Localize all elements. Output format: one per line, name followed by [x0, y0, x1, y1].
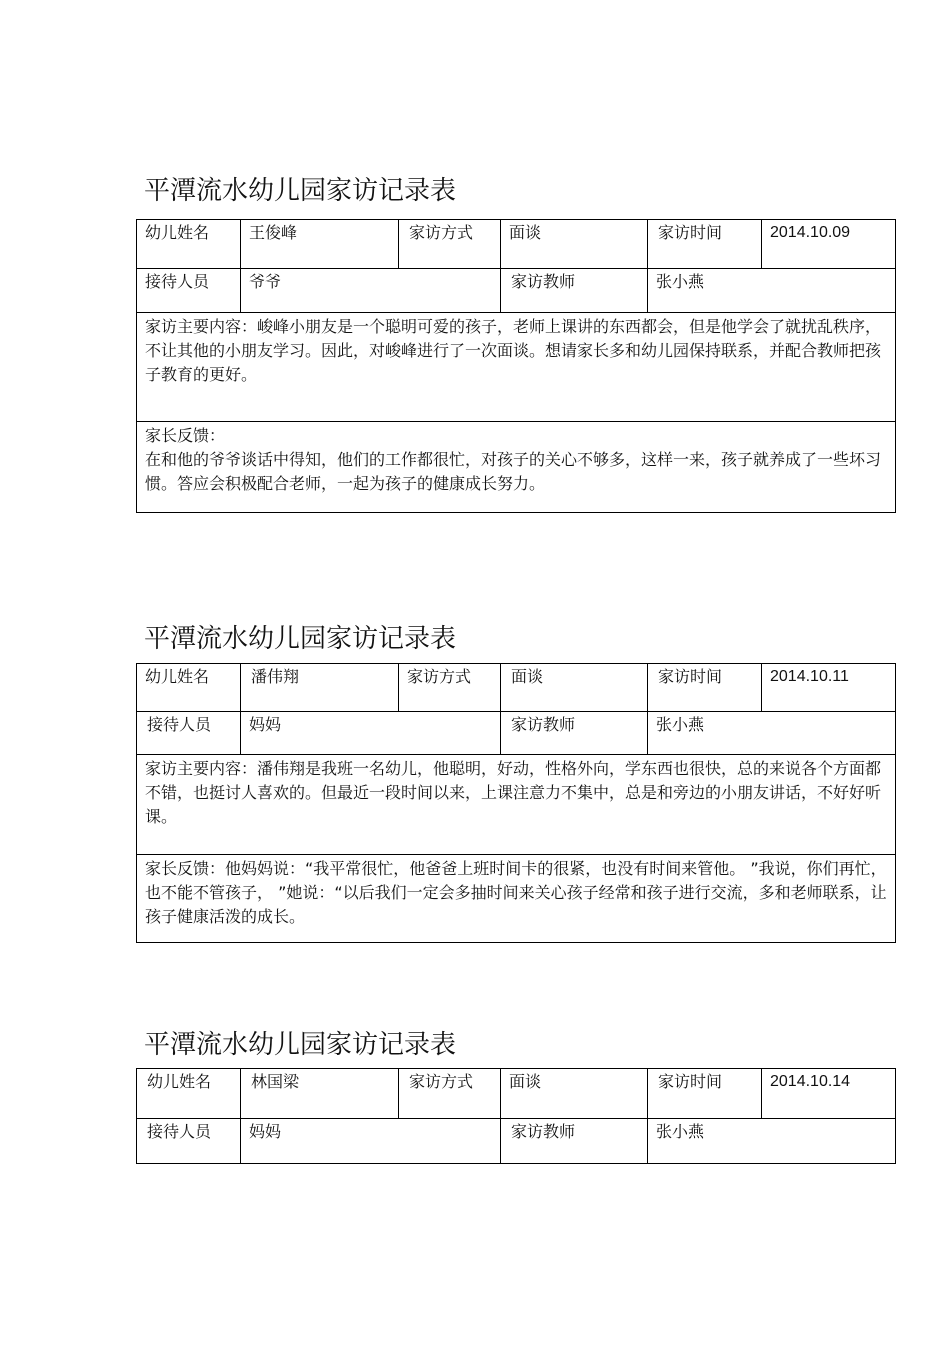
visit-content — [137, 755, 896, 855]
visit-time-label: 家访时间 — [648, 220, 762, 269]
record-table — [136, 663, 896, 943]
visit-method-label: 家访方式 — [399, 664, 501, 712]
parent-feedback-text: 在和他的爷爷谈话中得知，他们的工作都很忙，对孩子的关心不够多，这样一来，孩子就养成了一些坏习惯。答应会积极配合老师，一起为孩子的健康成长努力。 — [145, 450, 882, 493]
record-table — [136, 1068, 896, 1164]
parent-feedback — [137, 855, 896, 943]
child-name-label: 幼儿姓名 — [137, 664, 241, 712]
teacher-value: 张小燕 — [648, 269, 896, 313]
receiver-label: 接待人员 — [137, 1119, 241, 1164]
visit-time-label: 家访时间 — [648, 1069, 762, 1119]
record-title: 平潭流水幼儿园家访记录表 — [144, 624, 457, 654]
receiver-label: 接待人员 — [137, 269, 241, 313]
visit-method-value: 面谈 — [501, 664, 648, 712]
visit-method-value: 面谈 — [501, 220, 648, 269]
receiver-value: 妈妈 — [241, 1119, 501, 1164]
teacher-label: 家访教师 — [501, 712, 648, 755]
parent-feedback-label: 家长反馈： — [145, 426, 226, 445]
visit-method-value: 面谈 — [501, 1069, 648, 1119]
child-name-label: 幼儿姓名 — [137, 220, 241, 269]
visit-content — [137, 313, 896, 422]
child-name-value: 王俊峰 — [241, 220, 399, 269]
visit-content-text: 家访主要内容：峻峰小朋友是一个聪明可爱的孩子，老师上课讲的东西都会，但是他学会了就扰乱秩序，不让其他的小朋友学习。因此，对峻峰进行了一次面谈。想请家长多和幼儿园保持联系，并配合教师把孩子教育的更好。 — [145, 317, 882, 384]
teacher-label: 家访教师 — [501, 1119, 648, 1164]
visit-method-label: 家访方式 — [399, 220, 501, 269]
visit-time-label: 家访时间 — [648, 664, 762, 712]
child-name-label: 幼儿姓名 — [137, 1069, 241, 1119]
teacher-value: 张小燕 — [648, 1119, 896, 1164]
visit-content-text: 家访主要内容：潘伟翔是我班一名幼儿，他聪明，好动，性格外向，学东西也很快，总的来说各个方面都不错，也挺讨人喜欢的。但最近一段时间以来，上课注意力不集中，总是和旁边的小朋友讲话，不好好听课。 — [145, 759, 882, 826]
child-name-value: 林国梁 — [241, 1069, 399, 1119]
parent-feedback-text: 家长反馈：他妈妈说：“我平常很忙，他爸爸上班时间卡的很紧，也没有时间来管他。 ”我说，你们再忙，也不能不管孩子， ”她说：“以后我们一定会多抽时间来关心孩子经常和孩子进行交流，多和老师联系，让孩子健康活泼的成长。 — [145, 859, 887, 926]
record-title: 平潭流水幼儿园家访记录表 — [144, 1030, 457, 1060]
receiver-value: 爷爷 — [241, 269, 501, 313]
child-name-value: 潘伟翔 — [241, 664, 399, 712]
receiver-value: 妈妈 — [241, 712, 501, 755]
teacher-label: 家访教师 — [501, 269, 648, 313]
visit-time-value: 2014.10.11 — [762, 664, 896, 712]
visit-method-label: 家访方式 — [399, 1069, 501, 1119]
receiver-label: 接待人员 — [137, 712, 241, 755]
parent-feedback — [137, 422, 896, 513]
visit-time-value: 2014.10.09 — [762, 220, 896, 269]
record-table — [136, 219, 896, 513]
teacher-value: 张小燕 — [648, 712, 896, 755]
visit-time-value: 2014.10.14 — [762, 1069, 896, 1119]
record-title: 平潭流水幼儿园家访记录表 — [144, 176, 457, 206]
